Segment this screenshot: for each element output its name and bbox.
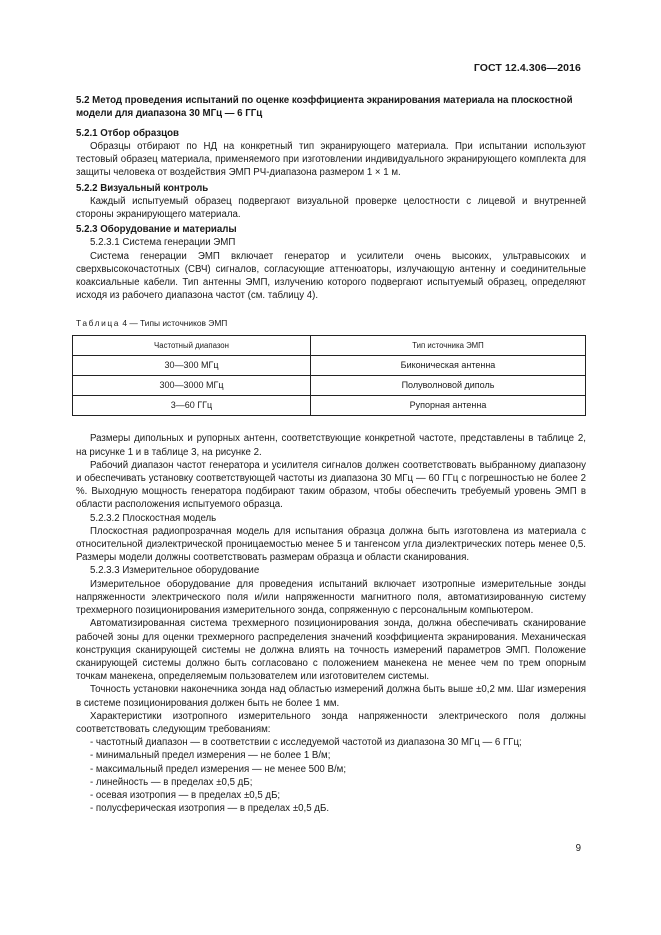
section-5-2-3-1-text: Система генерации ЭМП включает генератор и усилители очень высоких, ультравысоких и сверхвысокочастотных (СВЧ) сигналов, согласующие аттенюаторы, излучающую антенну и соединительные коаксиальные кабели. Тип антенны ЭМП, излучению которого подвергают испытуемый образец, определяют исходя из рабочего диапазона частот (см. таблицу 4). [76, 250, 586, 302]
positioning-system-paragraph: Автоматизированная система трехмерного позиционирования зонда, должна обеспечивать сканирование рабочей зоны для оценки трехмерного распределения значений коэффициента экранирования. Механическая конструкция сканирующей системы не должна влиять на точность измерений параметров ЭМП. Положение сканирующей системы должно быть согласовано с положением манекена не менее чем по трем опорным точкам манекена, определяемым пользователем или изготовителем системы. [76, 618, 586, 683]
column-header-frequency: Частотный диапазон [73, 336, 311, 356]
section-5-2-1-title: 5.2.1 Отбор образцов [76, 127, 179, 139]
list-item: - осевая изотропия — в пределах ±0,5 дБ; [90, 789, 586, 802]
page-number: 9 [575, 843, 581, 854]
section-5-2-title: 5.2 Метод проведения испытаний по оценке коэффициента экранирования материала на плоскостной модели для диапазона 30 МГц — 6 ГГц [76, 95, 573, 120]
page-content [76, 94, 586, 815]
table-header-row [73, 336, 586, 356]
section-5-2-2-text: Каждый испытуемый образец подвергают визуальной проверке целостности с лицевой и внутренней стороны экранирующего материала. [76, 195, 586, 221]
document-code-header: ГОСТ 12.4.306—2016 [473, 62, 581, 74]
list-item: - минимальный предел измерения — не более 1 В/м; [90, 749, 586, 762]
source-cell: Рупорная антенна [311, 396, 586, 416]
section-5-2-3-3-title: 5.2.3.3 Измерительное оборудование [90, 565, 260, 577]
source-cell: Полуволновой диполь [311, 376, 586, 396]
probe-accuracy-paragraph: Точность установки наконечника зонда над областью измерений должна быть выше ±0,2 мм. Шаг измерения в системе позиционирования должен быть не более 1 мм. [76, 684, 586, 709]
generator-range-paragraph: Рабочий диапазон частот генератора и усилителя сигналов должен соответствовать выбранному диапазону и обеспечивать установку соответствующей частоты из диапазона 30 МГц — 60 ГГц с погрешностью не более 2 %. Выходную мощность генератора подбирают таким образом, чтобы обеспечить требуемый уровень ЭМП в области расположения испытуемого образца. [76, 459, 586, 511]
source-cell: Биконическая антенна [311, 356, 586, 376]
table-row [73, 396, 586, 416]
column-header-source-type: Тип источника ЭМП [311, 336, 586, 356]
list-item: - полусферическая изотропия — в пределах ±0,5 дБ. [90, 802, 586, 815]
measuring-equipment-paragraph: Измерительное оборудование для проведения испытаний включает изотропные измерительные зонды напряженности электрического поля и/или напряженности магнитного поля, автоматизированную систему трехмерного позиционирования измерительного зонда, сопряженную с персональным компьютером. [76, 578, 586, 617]
list-item: - частотный диапазон — в соответствии с исследуемой частотой из диапазона 30 МГц — 6 ГГц; [90, 736, 586, 749]
table-row [73, 356, 586, 376]
list-item: - максимальный предел измерения — не менее 500 В/м; [90, 763, 586, 776]
emp-sources-table [72, 335, 586, 416]
frequency-cell: 3—60 ГГц [73, 396, 311, 416]
table-caption-prefix: Таблица [76, 318, 121, 329]
section-5-2-3-2-title: 5.2.3.2 Плоскостная модель [90, 512, 217, 524]
list-item: - линейность — в пределах ±0,5 дБ; [90, 776, 586, 789]
section-5-2-1-text: Образцы отбирают по НД на конкретный тип экранирующего материала. При испытании используют тестовый образец материала, применяемого при изготовлении индивидуального экранирующего комплекта для защиты человека от воздействия ЭМП РЧ-диапазона размером 1 × 1 м. [76, 141, 586, 179]
frequency-cell: 30—300 МГц [73, 356, 311, 376]
antenna-sizes-paragraph: Размеры дипольных и рупорных антенн, соответствующие конкретной частоте, представлены в таблице 2, на рисунке 1 и в таблице 3, на рисунке 2. [76, 433, 586, 458]
section-5-2-3-1-title: 5.2.3.1 Система генерации ЭМП [90, 237, 236, 249]
probe-requirements-list [76, 736, 586, 815]
section-5-2-2-title: 5.2.2 Визуальный контроль [76, 182, 209, 194]
table-caption-title: 4 — Типы источников ЭМП [120, 318, 228, 329]
frequency-cell: 300—3000 МГц [73, 376, 311, 396]
table-caption [76, 318, 586, 329]
section-5-2-3-title: 5.2.3 Оборудование и материалы [76, 224, 237, 236]
probe-requirements-paragraph: Характеристики изотропного измерительного зонда напряженности электрического поля должны соответствовать следующим требованиям: [76, 710, 586, 735]
section-5-2-3-2-text: Плоскостная радиопрозрачная модель для испытания образца должна быть изготовлена из материала с относительной диэлектрической проницаемостью менее 5 и тангенсом угла диэлектрических потерь менее 0,5. Размеры модели должны соответствовать размерам образца и области сканирования. [76, 525, 586, 564]
table-row [73, 376, 586, 396]
